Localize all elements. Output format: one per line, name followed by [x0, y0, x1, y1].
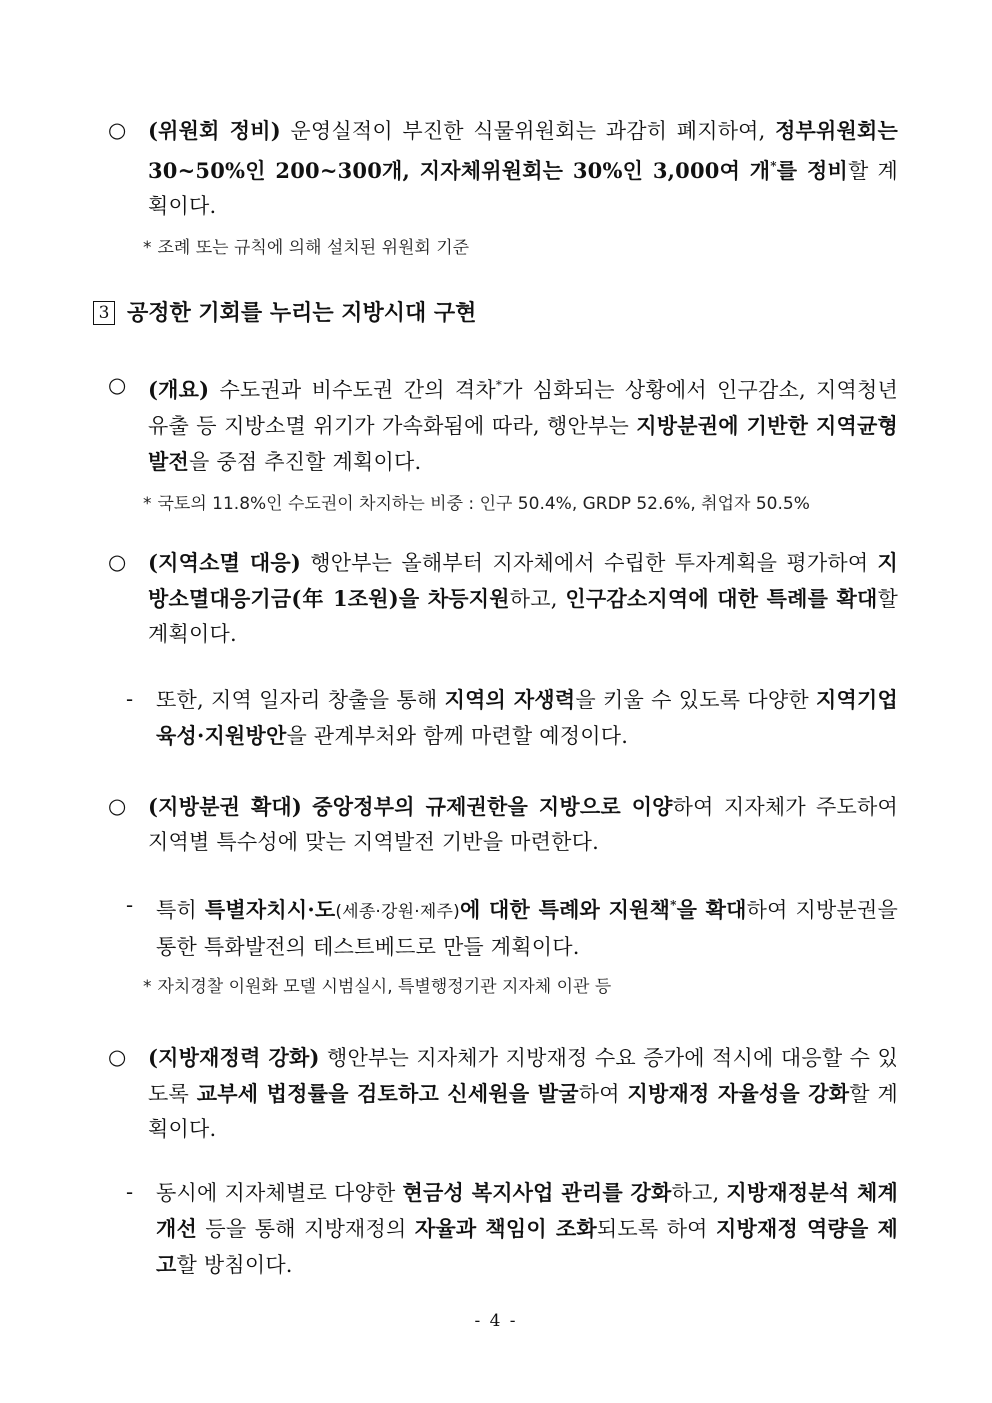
committee-footnote: * 조례 또는 규칙에 의해 설치된 위원회 기준 [143, 238, 470, 258]
circle-bullet-icon: ○ [108, 550, 127, 574]
finance-text: (지방재정력 강화) 행안부는 지자체가 지방재정 수요 증가에 적시에 대응할 수 있도록 교부세 법정률을 검토하고 신세원을 발굴하여 지방재정 자율성을 강화할 계획이다. [148, 1045, 899, 1141]
circle-bullet-icon: ○ [108, 794, 127, 818]
committee-text: (위원회 정비) 운영실적이 부진한 식물위원회는 과감히 폐지하여, 정부위원회는 30~50%인 200~300개, 지자체위원회는 30%인 3,000여 개*를 정비할 계획이다. [148, 118, 898, 218]
decentral-footnote: * 자치경찰 이원화 모델 시범실시, 특별행정기관 지자체 이관 등 [143, 977, 612, 997]
finance-bullet [108, 1040, 898, 1147]
decentral-bullet [108, 789, 898, 860]
finance-sub-item [108, 1175, 898, 1283]
overview-bullet [108, 368, 898, 480]
dash-bullet-icon: - [126, 687, 134, 711]
overview-text: (개요) 수도권과 비수도권 간의 격차*가 심화되는 상황에서 인구감소, 지역청년 유출 등 지방소멸 위기가 가속화됨에 따라, 행안부는 지방분권에 기반한 지역균형발전을 중점 추진할 계획이다. [148, 377, 898, 474]
decentral-sub-item [108, 888, 898, 965]
page-number: - 4 - [474, 1311, 518, 1331]
decline-sub-text: 또한, 지역 일자리 창출을 통해 지역의 자생력을 키울 수 있도록 다양한 지역기업 육성·지원방안을 관계부처와 함께 마련할 예정이다. [156, 687, 898, 748]
dash-bullet-icon: - [126, 893, 134, 917]
decline-bullet [108, 545, 898, 652]
circle-bullet-icon: ○ [108, 1045, 127, 1069]
overview-footnote: * 국토의 11.8%인 수도권이 차지하는 비중 : 인구 50.4%, GRDP 52.6%, 취업자 50.5% [143, 494, 810, 514]
committee-bullet [108, 113, 898, 224]
decline-sub-item [108, 682, 898, 754]
section-heading: 3 공정한 기회를 누리는 지방시대 구현 [93, 298, 476, 328]
decentral-text: (지방분권 확대) 중앙정부의 규제권한을 지방으로 이양하여 지자체가 주도하여 지역별 특수성에 맞는 지역발전 기반을 마련한다. [148, 794, 898, 854]
decentral-sub-text: 특히 특별자치시·도(세종·강원·제주)에 대한 특례와 지원책*을 확대하여 지방분권을 통한 특화발전의 테스트베드로 만들 계획이다. [156, 897, 898, 959]
finance-sub-text: 동시에 지자체별로 다양한 현금성 복지사업 관리를 강화하고, 지방재정분석 체계 개선 등을 통해 지방재정의 자율과 책임이 조화되도록 하여 지방재정 역량을 제고할 방침이다. [156, 1180, 898, 1277]
circle-bullet-icon: ○ [108, 373, 127, 397]
section-number: 3 [93, 301, 115, 325]
decline-text: (지역소멸 대응) 행안부는 올해부터 지자체에서 수립한 투자계획을 평가하여 지방소멸대응기금(年 1조원)을 차등지원하고, 인구감소지역에 대한 특례를 확대할 계획이다. [148, 550, 898, 646]
circle-bullet-icon: ○ [108, 118, 127, 142]
dash-bullet-icon: - [126, 1180, 134, 1204]
